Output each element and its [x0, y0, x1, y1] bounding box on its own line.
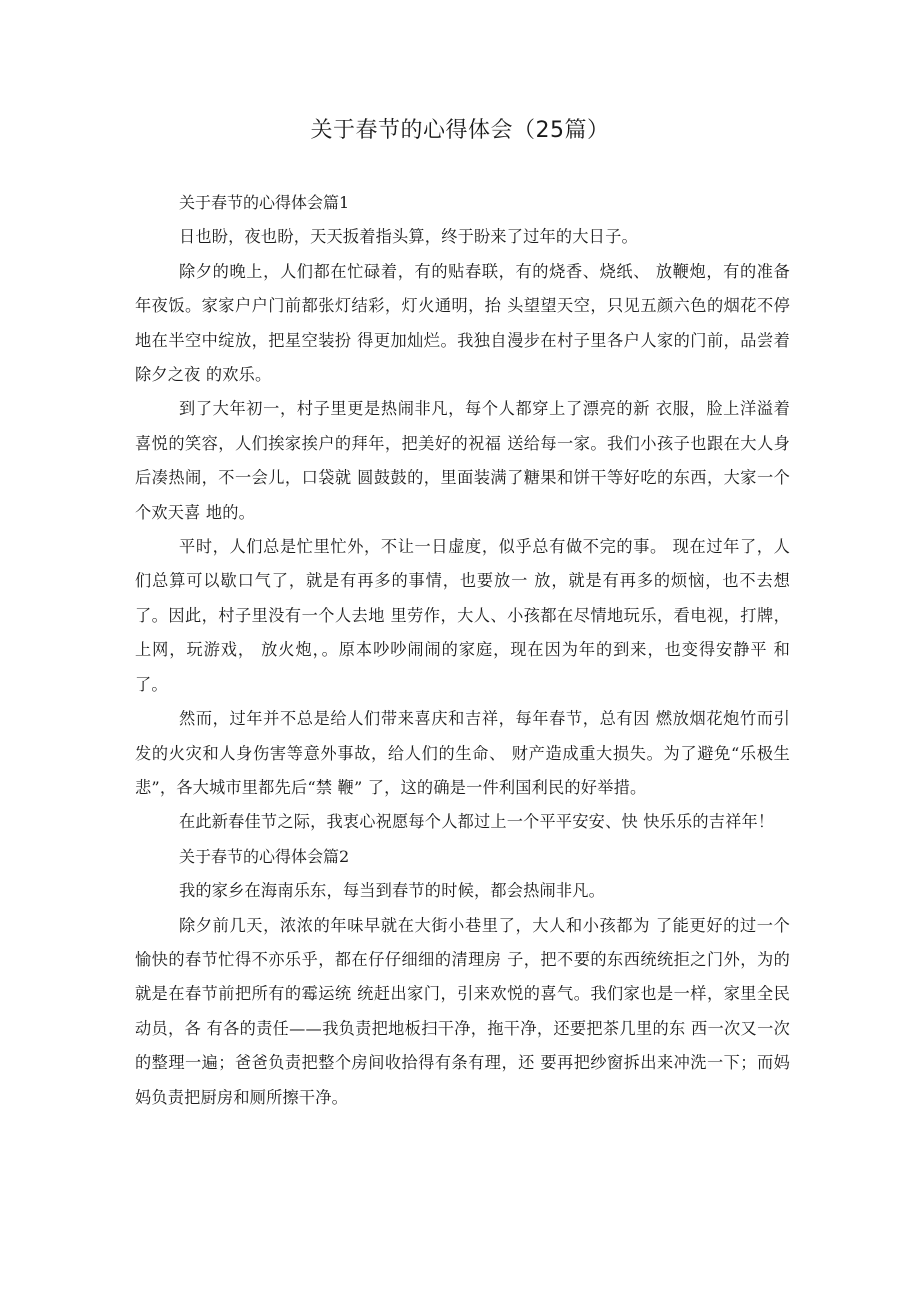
paragraph: 我的家乡在海南乐东，每当到春节的时候，都会热闹非凡。 — [179, 881, 606, 901]
paragraph: 日也盼，夜也盼，天天扳着指头算，终于盼来了过年的大日子。 — [179, 227, 638, 247]
paragraph: 到了大年初一，村子里更是热闹非凡，每个人都穿上了漂亮的新 衣服，脸上洋溢着喜悦的笑容，人们挨家挨户的拜年，把美好的祝福 送给每一家。我们小孩子也跟在大人身后凑热闹，不一会儿，口袋就 圆鼓鼓的，里面装满了糖果和饼干等好吃的东西，大家一个个欢天喜 地的。 — [135, 399, 790, 522]
paragraph: 然而，过年并不总是给人们带来喜庆和吉祥，每年春节，总有因 燃放烟花炮竹而引发的火灾和人身伤害等意外事故，给人们的生命、 财产造成重大损失。为了避免“乐极生悲”，各大城市里都先后“禁 鞭” 了，这的确是一件利国利民的好举措。 — [135, 709, 790, 797]
document-body — [135, 186, 790, 1115]
document-title: 关于春节的心得体会（25篇） — [310, 118, 610, 143]
paragraph: 除夕的晚上，人们都在忙碌着，有的贴春联，有的烧香、烧纸、 放鞭炮，有的准备年夜饭。家家户户门前都张灯结彩，灯火通明，抬 头望望天空，只见五颜六色的烟花不停地在半空中绽放，把星空装扮 得更加灿烂。我独自漫步在村子里各户人家的门前，品尝着除夕之夜 的欢乐。 — [135, 261, 790, 385]
paragraph: 平时，人们总是忙里忙外，不让一日虚度，似乎总有做不完的事。 现在过年了，人们总算可以歇口气了，就是有再多的事情，也要放一 放，就是有再多的烦恼，也不去想了。因此，村子里没有一个人去地 里劳作，大人、小孩都在尽情地玩乐，看电视，打牌，上网，玩游戏， 放火炮，。原本吵吵闹闹的家庭，现在因为年的到来，也变得安静平 和了。 — [135, 537, 790, 694]
paragraph: 除夕前几天，浓浓的年味早就在大街小巷里了，大人和小孩都为 了能更好的过一个愉快的春节忙得不亦乐乎，都在仔仔细细的清理房 子，把不要的东西统统拒之门外，为的就是在春节前把所有的霉运统 统赶出家门，引来欢悦的喜气。我们家也是一样，家里全民动员，各 有各的责任——我负责把地板扫干净，拖干净，还要把茶几里的东 西一次又一次的整理一遍；爸爸负责把整个房间收拾得有条有理，还 要再把纱窗拆出来冲洗一下；而妈妈负责把厨房和厕所擦干净。 — [135, 915, 790, 1107]
section-heading-1: 关于春节的心得体会篇1 — [179, 193, 350, 212]
section-heading-2: 关于春节的心得体会篇2 — [179, 846, 350, 866]
paragraph: 在此新春佳节之际，我衷心祝愿每个人都过上一个平平安安、快 快乐乐的吉祥年！ — [179, 812, 775, 832]
